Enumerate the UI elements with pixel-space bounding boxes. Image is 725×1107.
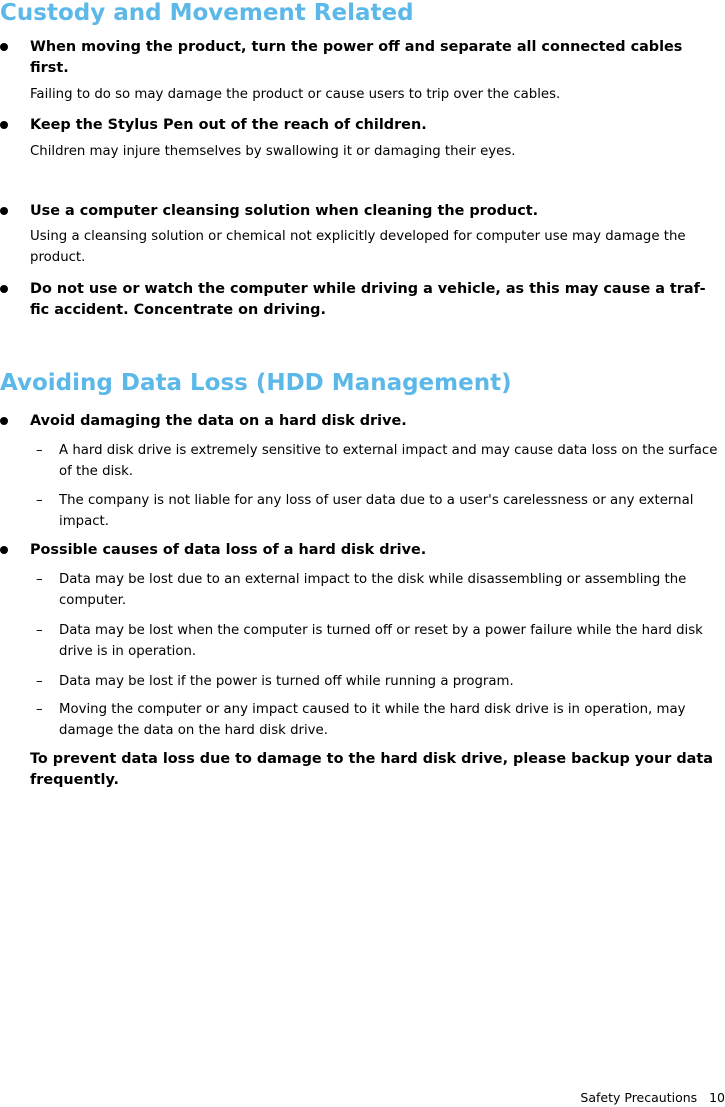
page-number: 10 — [709, 1090, 725, 1105]
sub-item: Data may be lost when the computer is turned off or reset by a power failure while the hard disk drive is in operation. — [59, 623, 703, 659]
item-heading: Avoid damaging the data on a hard disk drive. — [30, 413, 407, 429]
item-heading: Keep the Stylus Pen out of the reach of children. — [30, 117, 427, 133]
item-body: Children may injure themselves by swallowing it or damaging their eyes. — [30, 144, 516, 159]
dash-icon: – — [36, 493, 43, 508]
bullet-icon — [0, 285, 8, 293]
footer-section-name: Safety Precautions — [580, 1090, 698, 1105]
bullet-icon — [0, 207, 8, 215]
sub-item: The company is not liable for any loss of user data due to a user's carelessness or any external impact. — [59, 493, 694, 529]
bullet-icon — [0, 43, 8, 51]
item-body: Using a cleansing solution or chemical not explicitly developed for computer use may damage the product. — [30, 229, 686, 265]
item-body: Failing to do so may damage the product or cause users to trip over the cables. — [30, 87, 561, 102]
dash-icon: – — [36, 702, 43, 717]
dash-icon: – — [36, 623, 43, 638]
dash-icon: – — [36, 572, 43, 587]
dash-icon: – — [36, 674, 43, 689]
item-heading: When moving the product, turn the power off and separate all connected cables first. — [30, 39, 683, 76]
sub-item: Moving the computer or any impact caused to it while the hard disk drive is in operation, may damage the data on the hard disk drive. — [59, 702, 686, 738]
bullet-icon — [0, 546, 8, 554]
item-heading: Possible causes of data loss of a hard disk drive. — [30, 542, 427, 558]
sub-item: Data may be lost due to an external impact to the disk while disassembling or assembling the computer. — [59, 572, 687, 608]
item-heading: Do not use or watch the computer while driving a vehicle, as this may cause a traf-fic accident. Concentrate on driving. — [30, 281, 706, 318]
bullet-icon — [0, 121, 8, 129]
section-title-custody: Custody and Movement Related — [0, 0, 414, 26]
sub-item: Data may be lost if the power is turned off while running a program. — [59, 674, 514, 689]
dash-icon: – — [36, 443, 43, 458]
page-footer — [580, 1090, 725, 1106]
item-heading: Use a computer cleansing solution when cleaning the product. — [30, 203, 539, 219]
section-title-data-loss: Avoiding Data Loss (HDD Management) — [0, 370, 512, 396]
closing-note: To prevent data loss due to damage to the hard disk drive, please backup your data frequently. — [30, 751, 713, 788]
bullet-icon — [0, 417, 8, 425]
sub-item: A hard disk drive is extremely sensitive to external impact and may cause data loss on the surface of the disk. — [59, 443, 718, 479]
